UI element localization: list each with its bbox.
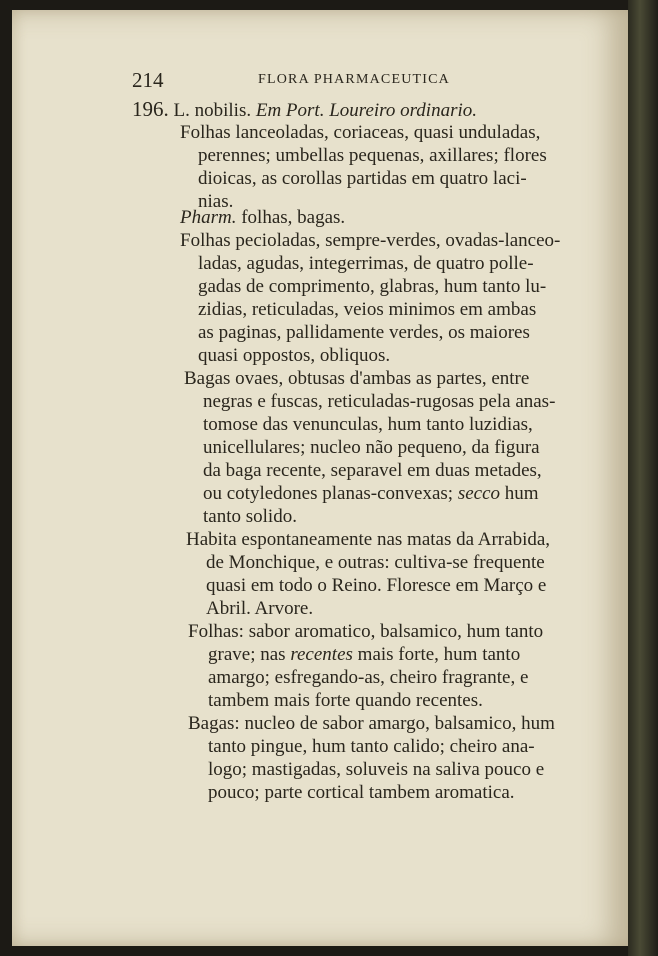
text-segment: grave; nas [208,644,286,665]
text-line: Folhas: sabor aromatico, balsamico, hum tanto [188,621,544,642]
text-line: quasi oppostos, obliquos. [198,345,391,366]
text-line: tanto pingue, hum tanto calido; cheiro ana- [208,736,535,757]
pharm-label: Pharm. [180,207,237,228]
text-line: amargo; esfregando-as, cheiro fragrante, e [208,667,529,688]
vernacular-name: Loureiro ordinario. [329,100,478,121]
text-line: Folhas pecioladas, sempre-verdes, ovadas-lanceo- [180,230,561,251]
text-line: Folhas lanceoladas, coriaceas, quasi unduladas, [180,122,541,143]
entry-name: L. nobilis. [173,100,252,121]
text-line: Habita espontaneamente nas matas da Arrabida, [186,529,551,550]
page-number: 214 [132,68,164,92]
text-line: Bagas: nucleo de sabor amargo, balsamico, hum [188,713,555,734]
vernacular-label: Em Port. [255,100,325,121]
text-line [208,643,520,666]
text-line [203,482,539,505]
text-line: tomose das venunculas, hum tanto luzidias, [203,414,533,435]
text-line: tambem mais forte quando recentes. [208,690,483,711]
pharm-parts: folhas, bagas. [241,207,346,228]
text-line: unicellulares; nucleo não pequeno, da figura [203,437,540,458]
text-line: quasi em todo o Reino. Floresce em Março e [206,575,547,596]
text-line: gadas de comprimento, glabras, hum tanto lu- [198,276,547,297]
text-line: ladas, agudas, integerrimas, de quatro polle- [198,253,534,274]
text-line: dioicas, as corollas partidas em quatro laci- [198,168,527,189]
text-line: Abril. Arvore. [206,598,314,619]
text-line: da baga recente, separavel em duas metades, [203,460,542,481]
text-line: pouco; parte cortical tambem aromatica. [208,782,515,803]
running-title: FLORA PHARMACEUTICA [258,72,450,87]
text-segment: ou cotyledones planas-convexas; [203,483,454,504]
text-line: logo; mastigadas, soluveis na saliva pouco e [208,759,545,780]
entry-number: 196. [132,97,169,121]
book-gutter [628,0,658,956]
text-line: negras e fuscas, reticuladas-rugosas pela anas- [203,391,556,412]
text-line: de Monchique, e outras: cultiva-se frequente [206,552,545,573]
text-line: perennes; umbellas pequenas, axillares; flores [198,145,547,166]
text-line: Bagas ovaes, obtusas d'ambas as partes, entre [184,368,530,389]
text-segment: mais forte, hum tanto [357,644,521,665]
text-line: tanto solido. [203,506,297,527]
text-line [180,206,345,229]
entry-heading [132,98,477,122]
italic-term: secco [457,483,501,504]
italic-term: recentes [290,644,353,665]
text-segment: hum [504,483,539,504]
text-line: nias. [198,191,234,212]
text-line: zidias, reticuladas, veios minimos em ambas [198,299,537,320]
text-line: as paginas, pallidamente verdes, os maiores [198,322,530,343]
